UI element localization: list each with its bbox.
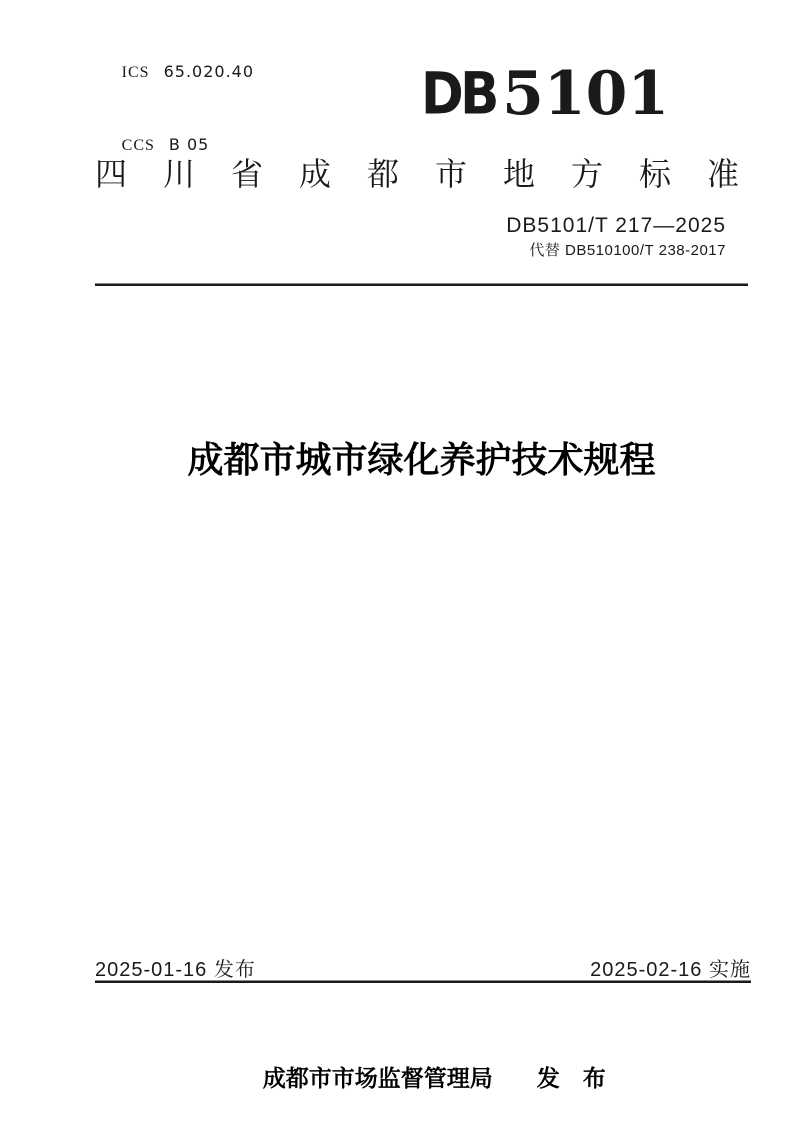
issue-date: 2025-01-16 发布: [95, 959, 256, 981]
ccs-label: CCS: [121, 137, 155, 154]
standard-number-block: [506, 212, 726, 262]
ics-value: 65.020.40: [163, 62, 255, 81]
ics-label: ICS: [121, 64, 150, 81]
issuer-name: 成都市市场监督管理局: [262, 1065, 493, 1091]
implement-date: 2025-02-16 实施: [590, 959, 751, 981]
footer-divider-line: [95, 980, 751, 983]
standard-number: DB5101/T 217—2025: [506, 214, 726, 237]
db-standard-logo: [421, 59, 670, 129]
ccs-value: B 05: [168, 135, 210, 154]
standard-category-title: 四川省成都市地方标准: [95, 156, 776, 192]
dates-row: [95, 953, 751, 982]
header-divider-line: [95, 283, 748, 286]
publish-label: 发 布: [536, 1065, 606, 1091]
db-logo-prefix: DB: [421, 60, 496, 129]
replaced-standard-note: 代替 DB510100/T 238-2017: [529, 242, 726, 259]
ics-code: [95, 36, 254, 109]
document-title: 成都市城市绿化养护技术规程: [187, 439, 656, 480]
db-logo-number: 5101: [502, 59, 670, 129]
publisher-line: [95, 1033, 748, 1120]
